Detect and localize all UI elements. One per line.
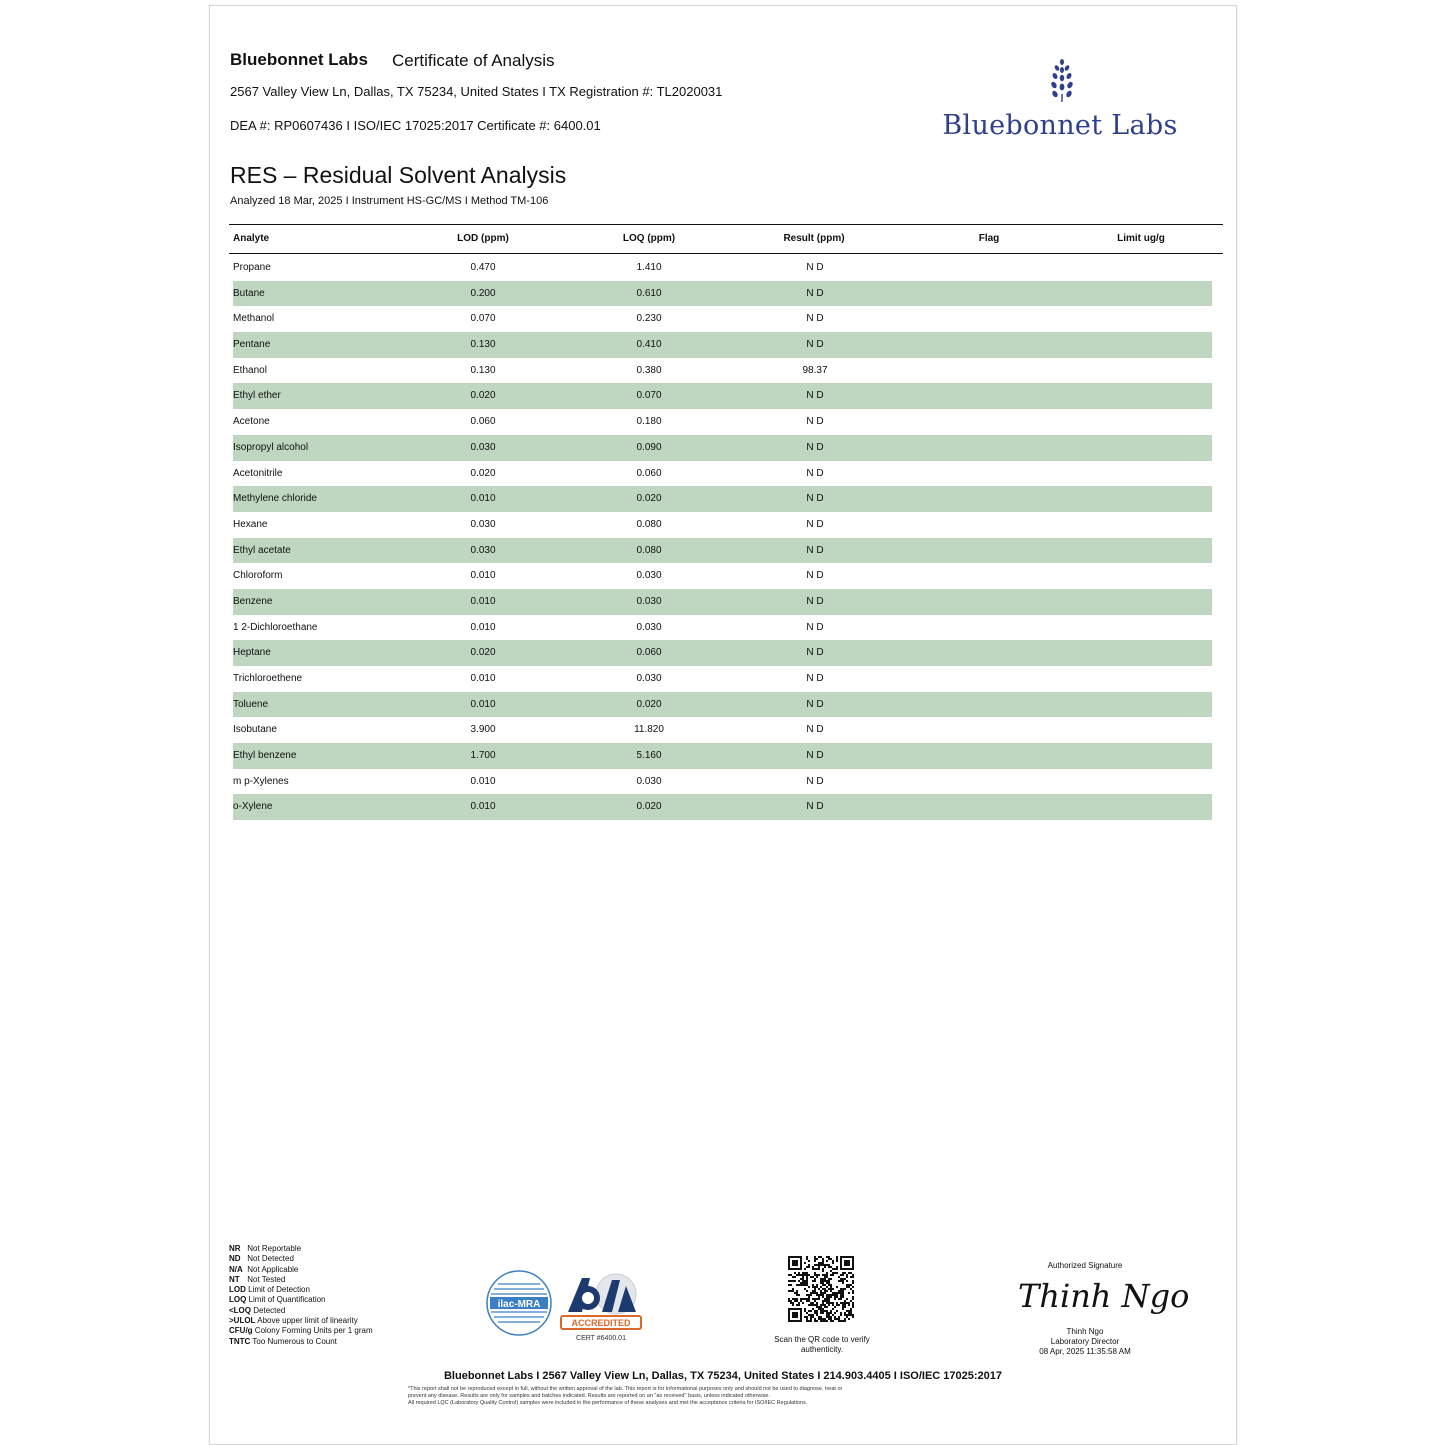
lab-address: 2567 Valley View Ln, Dallas, TX 75234, United States I TX Registration #: TL2020031 [230,84,723,99]
cell-loq: 0.060 [636,647,662,659]
cell-analyte: Ethyl benzene [233,750,297,762]
table-row [233,538,1212,564]
ilac-mra-seal-icon [486,1270,552,1336]
header-loq: LOQ (ppm) [622,233,676,244]
table-row [233,743,1212,769]
cell-result: N D [806,595,824,607]
cell-lod: 0.010 [470,595,496,607]
footer-disclaimer [408,1386,1028,1407]
signatory-title: Laboratory Director [1050,1337,1120,1346]
cell-lod: 0.030 [470,544,496,556]
cell-result: N D [806,621,824,633]
cell-result: N D [806,313,824,325]
table-row [233,383,1212,409]
cell-loq: 0.030 [636,595,662,607]
legend-item [229,1337,373,1347]
legend-abbr: <LOQ [229,1305,252,1315]
disclaimer-line: prevent any disease. Results are only for samples and batches indicated. Results are reported on an "as received" basis, unless indicated otherwise. [408,1393,770,1399]
header-lod: LOD (ppm) [457,233,509,244]
cell-analyte: 1 2-Dichloroethane [233,621,318,633]
cell-result: N D [806,750,824,762]
cell-result: N D [806,262,824,273]
legend-text: Too Numerous to Count [252,1336,337,1346]
table-row [233,486,1212,512]
table-row [233,306,1212,332]
legend-text: Detected [253,1305,286,1315]
cell-result: N D [806,673,824,684]
legend-item [229,1306,373,1316]
table-body [233,255,1212,820]
cell-lod: 0.060 [470,416,496,428]
cell-analyte: o-Xylene [233,801,273,813]
table-row [233,281,1212,307]
legend-text: Colony Forming Units per 1 gram [254,1326,373,1336]
table-row [233,769,1212,795]
table-row [233,461,1212,487]
table-row [233,640,1212,666]
certificate-page [209,5,1237,1445]
section-title: RES – Residual Solvent Analysis [230,162,567,188]
legend-abbr: TNTC [229,1336,251,1346]
footer-contact: Bluebonnet Labs I 2567 Valley View Ln, Dallas, TX 75234, United States I 214.903.4405 I ISO/IEC 17025:2017 [443,1370,1003,1382]
legend-item [229,1316,373,1326]
legend-abbr: LOQ [229,1295,247,1305]
cell-lod: 0.020 [470,390,496,402]
cell-lod: 0.030 [470,518,496,530]
cell-loq: 0.030 [636,775,662,787]
cell-analyte: Trichloroethene [233,673,303,684]
cell-loq: 0.020 [636,493,662,505]
cell-lod: 0.070 [470,313,496,325]
table-row [233,255,1212,281]
cell-lod: 0.010 [470,673,496,684]
cell-lod: 0.020 [470,467,496,479]
cell-loq: 0.380 [636,364,662,376]
cell-analyte: Acetone [233,416,270,428]
legend-text: Not Tested [247,1274,286,1284]
cell-loq: 0.410 [636,339,662,351]
cell-lod: 0.010 [470,775,496,787]
table-row [233,332,1212,358]
cell-result: N D [806,570,824,582]
cell-analyte: Isobutane [233,724,277,736]
table-row [233,409,1212,435]
legend-text: Not Reportable [247,1244,302,1253]
table-row [233,435,1212,461]
cell-loq: 0.610 [636,287,662,299]
cell-lod: 0.010 [470,493,496,505]
cell-analyte: Butane [233,287,265,299]
cell-loq: 5.160 [636,750,662,762]
legend-abbr: CFU/g [229,1326,253,1336]
cell-loq: 0.230 [636,313,662,325]
cell-lod: 0.470 [470,262,496,273]
abbreviation-legend [229,1244,373,1347]
cell-result: N D [806,493,824,505]
table-row [233,794,1212,820]
section-subtitle: Analyzed 18 Mar, 2025 I Instrument HS-GC/MS I Method TM-106 [230,195,549,207]
cell-analyte: m p-Xylenes [233,775,289,787]
cell-lod: 0.010 [470,801,496,813]
cell-analyte: Ethyl ether [233,390,281,402]
qr-caption: Scan the QR code to verify authenticity. [774,1335,870,1354]
legend-text: Not Detected [247,1254,294,1264]
cell-lod: 3.900 [470,724,496,736]
table-row [233,589,1212,615]
cell-analyte: Methanol [233,313,275,325]
cell-loq: 0.030 [636,570,662,582]
cell-analyte: Ethyl acetate [233,544,291,556]
verification-qr-code[interactable] [788,1256,854,1322]
legend-abbr: LOD [229,1285,246,1295]
a2la-accredited-text: ACCREDITED [571,1318,631,1328]
cell-lod: 0.020 [470,647,496,659]
legend-text: Not Applicable [247,1264,299,1274]
legend-abbr: NT [229,1274,240,1284]
cell-loq: 0.180 [636,416,662,428]
cell-loq: 0.020 [636,801,662,813]
cell-lod: 0.030 [470,441,496,453]
signature-date: 08 Apr, 2025 11:35:58 AM [1039,1347,1131,1356]
cell-analyte: Hexane [233,518,268,530]
bluebonnet-flower-icon [1046,58,1078,102]
table-row [233,512,1212,538]
cell-lod: 1.700 [470,750,496,762]
cell-result: N D [806,647,824,659]
disclaimer-line: All required LQC (Laboratory Quality Control) samples were included in the performance of these analyses and met the acceptance criteria for ISO/IEC Regulations. [408,1400,808,1406]
legend-item [229,1244,373,1254]
header-limit: Limit ug/g [1117,233,1165,244]
cell-loq: 0.080 [636,544,662,556]
table-row [233,563,1212,589]
cell-loq: 11.820 [634,724,664,736]
cell-loq: 0.080 [636,518,662,530]
legend-abbr: ND [229,1254,241,1264]
signatory-name: Thinh Ngo [1066,1327,1104,1336]
results-table [229,224,1223,820]
cell-analyte: Chloroform [233,570,283,582]
legend-item [229,1254,373,1264]
legend-item [229,1275,373,1285]
cell-analyte: Heptane [233,647,271,659]
cell-loq: 0.020 [636,698,662,710]
header-result: Result (ppm) [783,233,845,244]
cell-result: N D [806,467,824,479]
cell-lod: 0.010 [470,570,496,582]
cell-result: N D [806,698,824,710]
dea-registration: DEA #: RP0607436 I ISO/IEC 17025:2017 Certificate #: 6400.01 [230,118,601,133]
table-row [233,717,1212,743]
cell-result: N D [806,801,824,813]
table-row [233,358,1212,384]
table-row [233,692,1212,718]
cell-analyte: Propane [233,262,271,273]
header-analyte: Analyte [233,233,270,244]
signature-label: Authorized Signature [1047,1261,1123,1270]
cell-loq: 0.030 [636,621,662,633]
legend-text: Limit of Quantification [248,1295,326,1305]
legend-abbr: N/A [229,1264,243,1274]
a2la-cert-text: CERT #6400.01 [576,1335,626,1342]
cell-loq: 1.410 [636,262,662,273]
cell-result: N D [806,544,824,556]
cell-result: N D [806,339,824,351]
table-row [233,666,1212,692]
handwritten-signature [1014,1273,1190,1323]
cell-analyte: Methylene chloride [233,493,317,505]
cell-result: N D [806,724,824,736]
cell-loq: 0.070 [636,390,662,402]
table-row [233,615,1212,641]
header-flag: Flag [978,233,1000,244]
cell-lod: 0.130 [470,339,496,351]
document-title: Certificate of Analysis [392,51,555,70]
legend-item [229,1285,373,1295]
ilac-text: ilac-MRA [497,1299,541,1310]
legend-item [229,1326,373,1336]
cell-result: N D [806,775,824,787]
cell-result: N D [806,416,824,428]
legend-abbr: NR [229,1244,241,1253]
table-header [229,224,1223,254]
legend-abbr: >ULOL [229,1316,256,1326]
cell-analyte: Ethanol [233,364,267,376]
cell-result: N D [806,441,824,453]
disclaimer-line: *This report shall not be reproduced except in full, without the written approval of the lab. This report is for informational purposes only and should not be used to diagnose, treat or [408,1386,843,1392]
cell-result: N D [806,390,824,402]
cell-lod: 0.130 [470,364,496,376]
legend-text: Above upper limit of linearity [257,1316,358,1326]
cell-lod: 0.200 [470,287,496,299]
cell-loq: 0.030 [636,673,662,684]
cell-result: N D [806,518,824,530]
cell-lod: 0.010 [470,621,496,633]
cell-loq: 0.090 [636,441,662,453]
cell-analyte: Pentane [233,339,271,351]
cell-analyte: Toluene [233,698,269,710]
cell-analyte: Isopropyl alcohol [233,441,309,453]
legend-item [229,1265,373,1275]
a2la-accredited-seal-icon [560,1272,642,1344]
cell-lod: 0.010 [470,698,496,710]
lab-name: Bluebonnet Labs [230,50,368,69]
cell-analyte: Benzene [233,595,273,607]
signature-script: Thinh Ngo [1018,1277,1190,1315]
signatory-info [1000,1327,1170,1357]
logo-wordmark: Bluebonnet Labs [942,110,1178,141]
cell-result: 98.37 [802,364,828,376]
legend-text: Limit of Detection [248,1285,310,1295]
cell-result: N D [806,287,824,299]
legend-item [229,1295,373,1305]
cell-loq: 0.060 [636,467,662,479]
cell-analyte: Acetonitrile [233,467,283,479]
